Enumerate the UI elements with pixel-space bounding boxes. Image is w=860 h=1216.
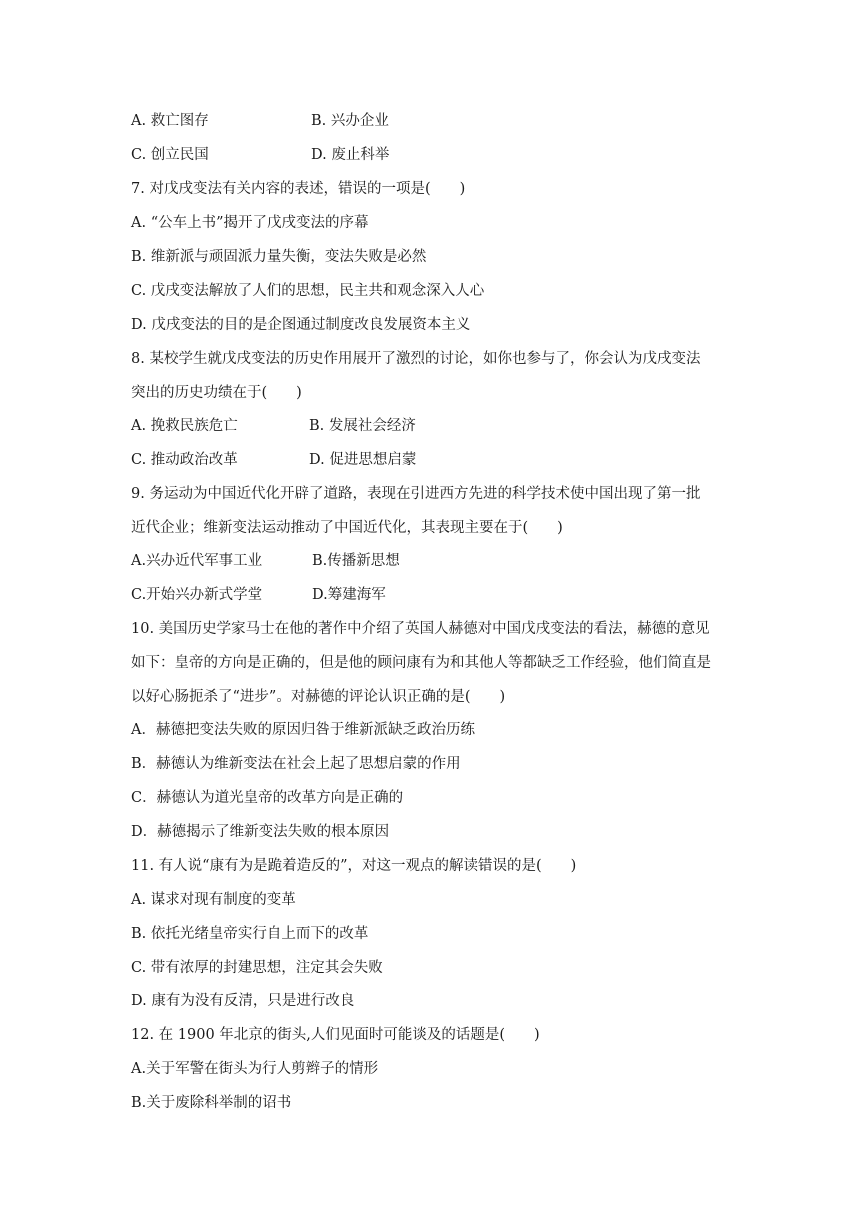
question-7-stem: 7. 对戊戌变法有关内容的表述，错误的一项是( ) — [131, 181, 466, 197]
q8-option-b: B. 发展社会经济 — [309, 418, 416, 434]
question-11-stem: 11. 有人说“康有为是跪着造反的”，对这一观点的解读错误的是( ) — [131, 858, 577, 874]
q10-option-d: D．赫德揭示了维新变法失败的根本原因 — [131, 824, 390, 840]
question-12-stem: 12. 在 1900 年北京的街头,人们见面时可能谈及的话题是( ) — [131, 1027, 540, 1043]
q6-option-b: B. 兴办企业 — [311, 113, 389, 129]
q9-option-a: A.兴办近代军事工业 — [131, 553, 263, 569]
q8-option-c: C. 推动政治改革 — [131, 452, 238, 468]
question-9-options-row-2 — [131, 585, 386, 605]
question-8-options-row-2 — [131, 450, 417, 470]
question-10-stem-line-3: 以好心肠扼杀了“进步”。对赫德的评论认识正确的是( ) — [131, 689, 506, 705]
question-9-stem-line-1: 9. 务运动为中国近代化开辟了道路，表现在引进西方先进的科学技术使中国出现了第一批 — [131, 486, 701, 502]
question-9-options-row-1 — [131, 551, 400, 571]
question-9-stem-line-2: 近代企业；维新变法运动推动了中国近代化，其表现主要在于( ) — [131, 520, 563, 536]
q6-option-a: A. 救亡图存 — [131, 113, 209, 129]
q7-option-b: B. 维新派与顽固派力量失衡，变法失败是必然 — [131, 249, 427, 265]
q9-option-d: D.筹建海军 — [312, 587, 386, 603]
q7-option-c: C. 戊戌变法解放了人们的思想，民主共和观念深入人心 — [131, 283, 485, 299]
q10-option-b: B．赫德认为维新变法在社会上起了思想启蒙的作用 — [131, 756, 461, 772]
q8-option-d: D. 促进思想启蒙 — [309, 452, 417, 468]
q10-option-a: A．赫德把变法失败的原因归咎于维新派缺乏政治历练 — [131, 722, 475, 738]
question-10-stem-line-2: 如下：皇帝的方向是正确的，但是他的顾问康有为和其他人等都缺乏工作经验，他们简直是 — [131, 655, 711, 671]
q11-option-b: B. 依托光绪皇帝实行自上而下的改革 — [131, 926, 369, 942]
question-10-stem-line-1: 10. 美国历史学家马士在他的著作中介绍了英国人赫德对中国戊戌变法的看法，赫德的意见 — [131, 621, 710, 637]
question-6-options-row-1 — [131, 111, 389, 131]
q6-option-c: C. 创立民国 — [131, 147, 209, 163]
q6-option-d: D. 废止科举 — [311, 147, 390, 163]
q7-option-d: D. 戊戌变法的目的是企图通过制度改良发展资本主义 — [131, 317, 471, 333]
q12-option-a: A.关于军警在街头为行人剪辫子的情形 — [131, 1061, 379, 1077]
q10-option-c: C．赫德认为道光皇帝的改革方向是正确的 — [131, 790, 404, 806]
q9-option-b: B.传播新思想 — [312, 553, 400, 569]
q9-option-c: C.开始兴办新式学堂 — [131, 587, 263, 603]
q11-option-d: D. 康有为没有反清，只是进行改良 — [131, 993, 355, 1009]
q12-option-b: B.关于废除科举制的诏书 — [131, 1095, 292, 1111]
q8-option-a: A. 挽救民族危亡 — [131, 418, 238, 434]
q7-option-a: A. “公车上书”揭开了戊戌变法的序幕 — [131, 215, 369, 231]
question-8-options-row-1 — [131, 416, 416, 436]
question-6-options-row-2 — [131, 145, 390, 165]
question-8-stem-line-2: 突出的历史功绩在于( ) — [131, 385, 302, 401]
q11-option-c: C. 带有浓厚的封建思想，注定其会失败 — [131, 960, 383, 976]
q11-option-a: A. 谋求对现有制度的变革 — [131, 892, 296, 908]
question-8-stem-line-1: 8. 某校学生就戊戌变法的历史作用展开了激烈的讨论，如你也参与了，你会认为戊戌变法 — [131, 351, 701, 367]
